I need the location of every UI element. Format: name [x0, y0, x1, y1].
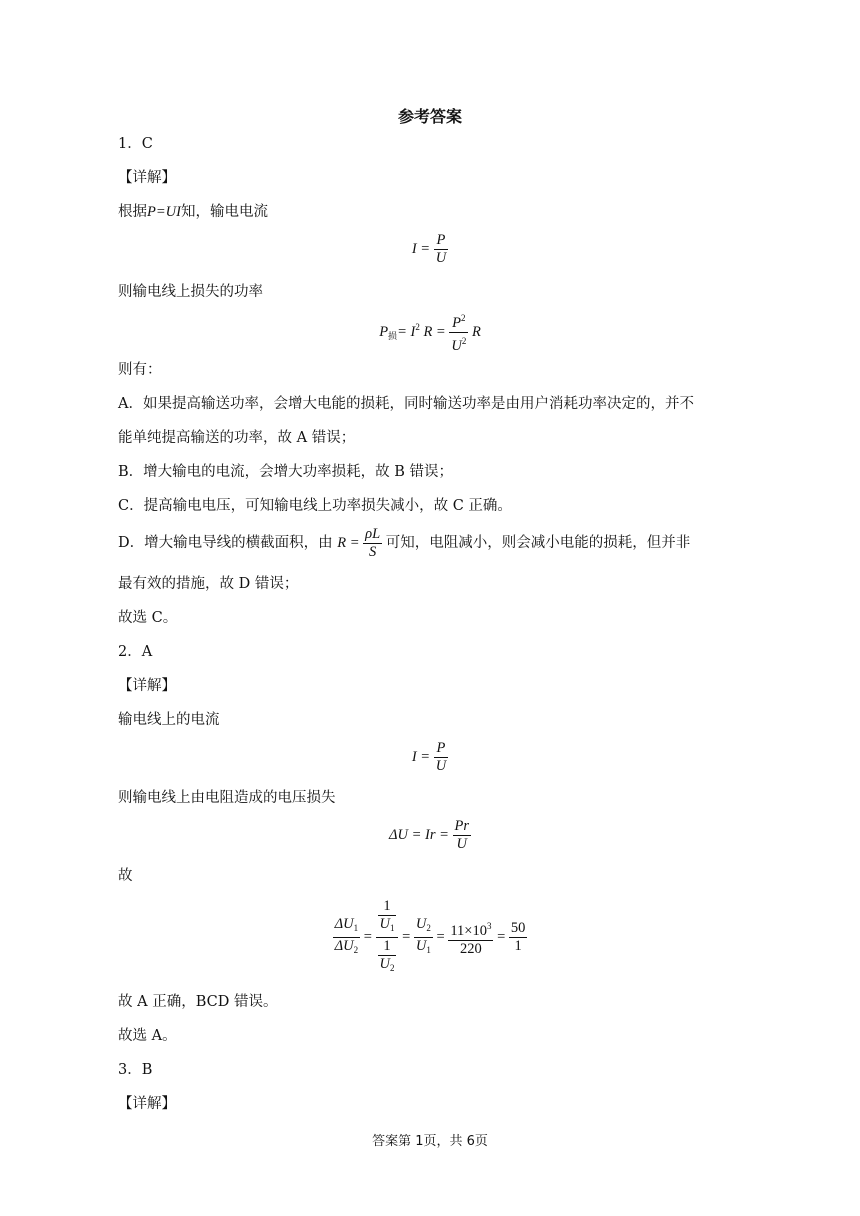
q1-line1-formula: P=UI: [147, 204, 181, 220]
q2-eq3-b-u1: U: [379, 916, 390, 932]
q2-line3: 故: [118, 868, 133, 884]
q1-optd-fraction: [363, 526, 382, 561]
q2-equation-ratio: [0, 898, 860, 977]
q1-option-d-a: D．增大输电导线的横截面积，由: [118, 534, 333, 551]
q1-eq2-p: P: [379, 323, 389, 340]
q1-eq1-num: P: [434, 232, 448, 250]
q2-eq3-e-num: 50: [510, 920, 526, 936]
q2-eq3-eq4: =: [497, 928, 506, 945]
q3-number: 3．B: [118, 1062, 153, 1078]
q2-line4: 故 A 正确，BCD 错误。: [118, 994, 278, 1010]
q2-eq3-d-sup: 3: [486, 920, 492, 931]
q1-optd-num: ρL: [365, 526, 381, 542]
q1-option-d-line2: 最有效的措施，故 D 错误；: [118, 576, 299, 592]
q3-detail-label: 【详解】: [118, 1096, 176, 1112]
q2-eq3-frac-d: [448, 918, 493, 958]
q1-eq2-den-sup: 2: [461, 336, 467, 346]
q1-eq1-fraction: [434, 232, 448, 267]
q2-eq1-fraction: [434, 740, 448, 775]
q2-eq1-num: P: [434, 740, 448, 758]
q2-conclusion: 故选 A。: [118, 1028, 177, 1044]
q1-optd-lhs: R =: [337, 534, 360, 551]
q1-option-d-line1: [118, 526, 690, 561]
q2-eq3-s1b: 1: [389, 923, 395, 933]
q1-eq2-r2: R: [471, 323, 481, 340]
q1-line2: 则输电线上损失的功率: [118, 284, 263, 300]
q1-eq1-den: U: [435, 250, 447, 266]
q1-eq1-lhs: I =: [411, 240, 431, 257]
q2-equation-current: [0, 740, 860, 775]
q2-eq3-eq2: =: [402, 928, 411, 945]
q2-eq3-b-top: 1: [378, 898, 397, 916]
q1-eq2-den: U: [451, 338, 462, 354]
page-title: 参考答案: [397, 107, 462, 126]
q1-equation-current: [0, 232, 860, 267]
q1-conclusion: 故选 C。: [118, 610, 178, 626]
q1-eq2-sq: 2: [415, 321, 420, 332]
q2-eq1-lhs: I =: [411, 748, 431, 765]
q1-option-a-line2: 能单纯提高输送的功率，故 A 错误；: [118, 430, 356, 446]
q2-eq3-s2a: 2: [353, 945, 359, 955]
q1-number: 1．C: [118, 136, 153, 152]
q1-option-b: B．增大输电的电流，会增大功率损耗，故 B 错误；: [118, 464, 454, 480]
q1-line1-a: 根据: [118, 204, 147, 220]
q2-eq2-num: Pr: [454, 818, 470, 834]
q2-eq3-b-u2: U: [379, 956, 390, 972]
q1-optd-den: S: [369, 544, 377, 560]
q1-option-a-line1: A．如果提高输送功率，会增大电能的损耗，同时输送功率是由用户消耗功率决定的，并不: [118, 396, 694, 412]
q2-eq3-d-den: 220: [460, 940, 482, 957]
q2-eq3-c-den: U: [415, 938, 427, 954]
q2-eq3-frac-b: [376, 898, 399, 977]
q2-eq2-den: U: [456, 836, 467, 852]
q2-eq3-b-bot: 1: [378, 938, 397, 956]
q2-eq3-d-num: 11×10: [450, 922, 487, 939]
q2-line1: 输电线上的电流: [118, 712, 220, 728]
q1-eq2-fraction: [449, 310, 468, 355]
q2-eq3-eq1: =: [363, 928, 372, 945]
q1-option-c: C．提高输电电压，可知输电线上功率损失减小，故 C 正确。: [118, 498, 512, 514]
q1-eq2-r1: R =: [423, 323, 446, 340]
q2-eq1-den: U: [435, 758, 447, 774]
q1-eq2-mid: = I: [397, 323, 416, 340]
q2-eq3-c-num: U: [415, 916, 427, 932]
q2-eq3-s1c: 1: [426, 945, 431, 955]
page-footer: 答案第 1页，共 6页: [372, 1134, 488, 1149]
q2-number: 2．A: [118, 644, 153, 660]
q1-line3: 则有：: [118, 362, 162, 378]
q1-eq2-num-sup: 2: [461, 313, 466, 323]
q1-detail-label: 【详解】: [118, 170, 176, 186]
q2-eq2-fraction: [453, 818, 472, 853]
q2-eq2-lhs: ΔU = Ir =: [388, 826, 449, 843]
q2-eq3-a-den: ΔU: [334, 938, 354, 954]
q2-eq3-a-num: ΔU: [334, 916, 354, 932]
q1-line1: [118, 202, 268, 222]
q2-line2: 则输电线上由电阻造成的电压损失: [118, 790, 336, 806]
q2-eq3-frac-c: [414, 916, 433, 959]
q2-eq3-e-den: 1: [514, 938, 522, 954]
q1-line1-b: 知，输电电流: [180, 204, 268, 220]
q2-eq3-s2c: 2: [426, 923, 431, 933]
q1-option-d-b: 可知，电阻减小，则会减小电能的损耗，但并非: [385, 534, 691, 551]
q2-eq3-s2b: 2: [389, 963, 395, 973]
q1-eq2-loss-sub: 损: [388, 330, 398, 341]
q2-eq3-frac-e: [509, 920, 528, 955]
q1-eq2-num: P: [452, 315, 462, 331]
q2-eq3-frac-a: [333, 916, 360, 959]
q2-detail-label: 【详解】: [118, 678, 176, 694]
q2-equation-voltage-loss: [0, 818, 860, 853]
q1-equation-power-loss: [0, 310, 860, 355]
q2-eq3-s1a: 1: [353, 923, 359, 933]
q2-eq3-eq3: =: [436, 928, 445, 945]
